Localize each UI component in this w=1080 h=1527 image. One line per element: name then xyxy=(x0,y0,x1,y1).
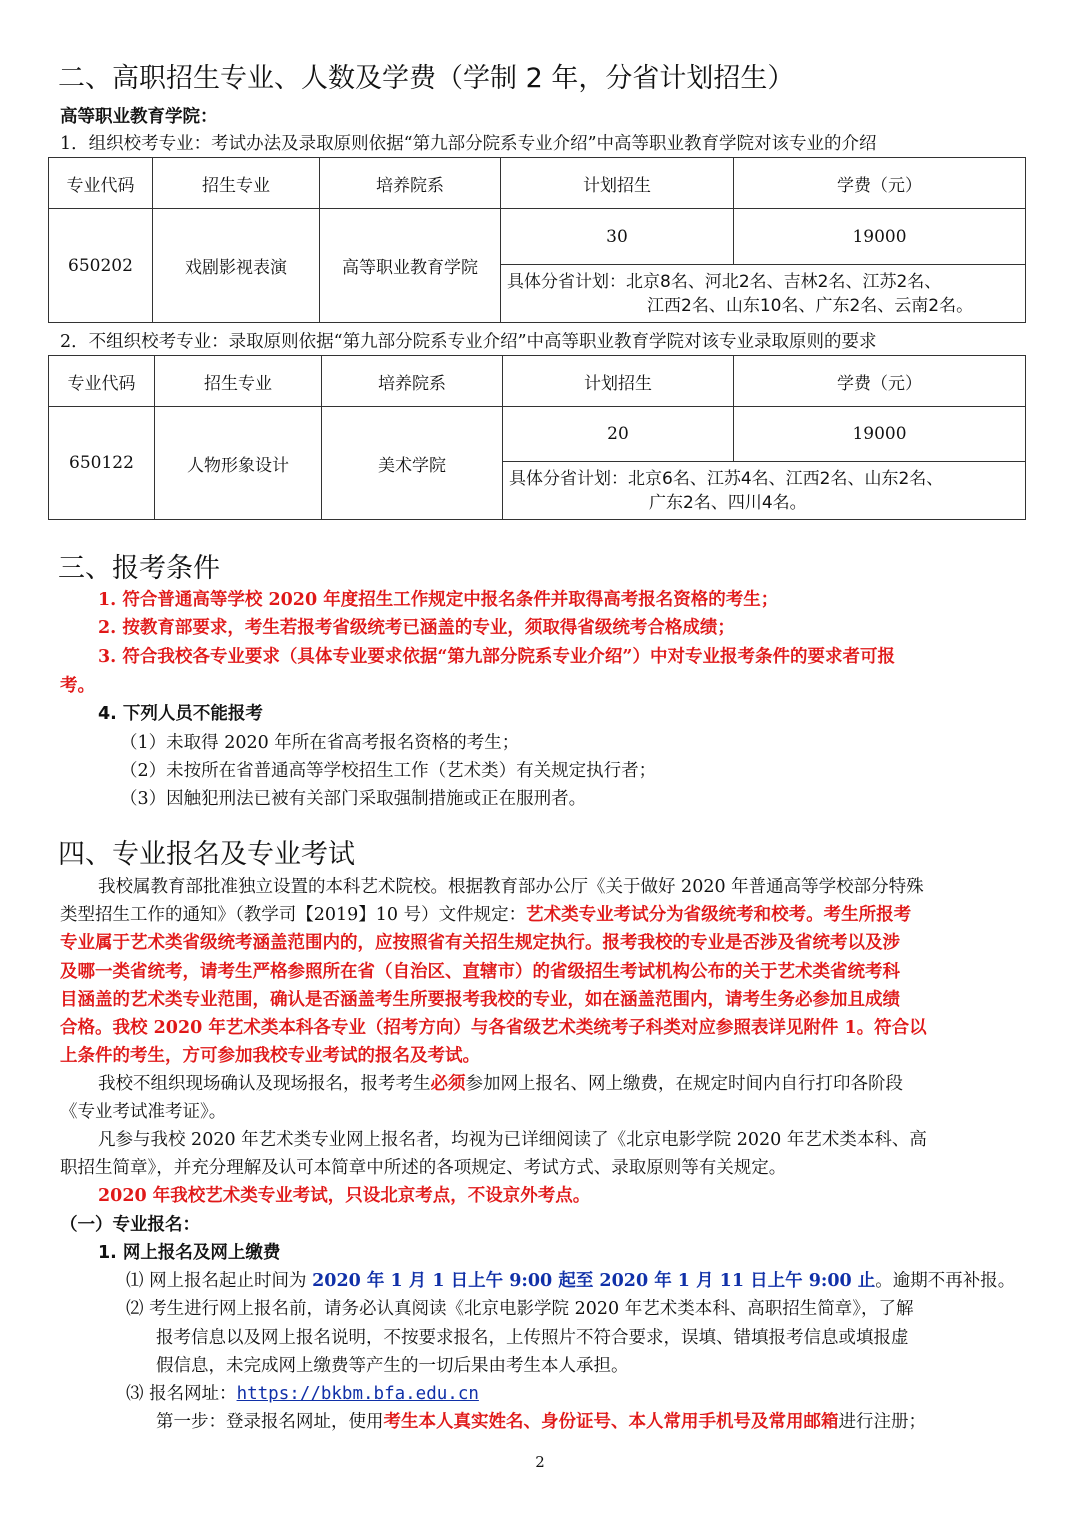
paragraph-line: 假信息，未完成网上缴费等产生的一切后果由考生本人承担。 xyxy=(156,1356,629,1376)
text-run: 必须 xyxy=(430,1074,466,1094)
condition-4-1: （1）未取得 2020 年所在省高考报名资格的考生； xyxy=(120,733,520,753)
header-cell: 培养院系 xyxy=(320,158,501,209)
province-plan xyxy=(503,462,1026,520)
header-cell: 计划招生 xyxy=(503,356,734,407)
paragraph-line: 我校属教育部批准独立设置的本科艺术院校。根据教育部办公厅《关于做好 2020 年普通高等学校部分特殊 xyxy=(98,877,924,897)
registration-period: 2020 年 1 月 1 日上午 9:00 起至 2020 年 1 月 11 日上午 9:00 止 xyxy=(312,1271,876,1291)
tuition-fee: 19000 xyxy=(734,209,1026,265)
paragraph-line: ⑵ 考生进行网上报名前，请务必认真阅读《北京电影学院 2020 年艺术类本科、高职招生简章》，了解 xyxy=(126,1299,914,1319)
text-run: 进行注册； xyxy=(838,1412,926,1432)
header-cell: 学费（元） xyxy=(734,356,1026,407)
plan-count: 20 xyxy=(503,407,734,462)
paragraph-line: 上条件的考生，方可参加我校专业考试的报名及考试。 xyxy=(60,1046,480,1066)
subsection-online: 1. 网上报名及网上缴费 xyxy=(98,1243,281,1263)
paragraph-line: 专业属于艺术类省级统考涵盖范围内的，应按照省有关招生规定执行。报考我校的专业是否涉及省统考以及涉 xyxy=(60,933,900,953)
registration-time xyxy=(126,1269,1015,1293)
text-run: ⑶ 报名网址： xyxy=(126,1384,237,1404)
table-row xyxy=(49,209,1026,265)
major-name: 人物形象设计 xyxy=(155,407,322,520)
province-plan-line: 江西2名、山东10名、广东2名、云南2名。 xyxy=(647,295,974,316)
condition-1: 1. 符合普通高等学校 2020 年度招生工作规定中报名条件并取得高考报名资格的考生； xyxy=(98,590,779,610)
table-header-row xyxy=(49,158,1026,209)
section3-title: 三、报考条件 xyxy=(58,553,220,584)
major-dept: 高等职业教育学院 xyxy=(320,209,501,323)
text-run: ⑴ 网上报名起止时间为 xyxy=(126,1271,313,1291)
step-one xyxy=(156,1410,926,1434)
header-cell: 招生专业 xyxy=(153,158,320,209)
page-number: 2 xyxy=(535,1453,545,1471)
subsection-2: 2．不组织校考专业：录取原则依据“第九部分院系专业介绍”中高等职业教育学院对该专业录取原则的要求 xyxy=(60,332,877,352)
condition-4-2: （2）未按所在省普通高等学校招生工作（艺术类）有关规定执行者； xyxy=(120,761,657,781)
paragraph-line: 报考信息以及网上报名说明，不按要求报名，上传照片不符合要求，误填、错填报考信息或填报虚 xyxy=(156,1328,909,1348)
province-plan-line: 具体分省计划：北京6名、江苏4名、江西2名、山东2名、 xyxy=(509,468,944,489)
condition-3: 3. 符合我校各专业要求（具体专业要求依据“第九部分院系专业介绍”）中对专业报考条件的要求者可报 xyxy=(98,647,895,667)
header-cell: 学费（元） xyxy=(734,158,1026,209)
tuition-fee: 19000 xyxy=(734,407,1026,462)
major-code: 650122 xyxy=(49,407,155,520)
registration-url-line xyxy=(126,1382,479,1406)
major-table-2 xyxy=(48,355,1026,520)
paragraph-line: 合格。我校 2020 年艺术类本科各专业（招考方向）与各省级艺术类统考子科类对应参照表详见附件 1。符合以 xyxy=(60,1018,927,1038)
major-dept: 美术学院 xyxy=(322,407,503,520)
text-run: 参加网上报名、网上缴费，在规定时间内自行打印各阶段 xyxy=(465,1074,903,1094)
text-run: 艺术类专业考试分为省级统考和校考。考生所报考 xyxy=(526,905,912,925)
exam-location-notice: 2020 年我校艺术类专业考试，只设北京考点，不设京外考点。 xyxy=(98,1186,591,1206)
paragraph-line xyxy=(98,1072,903,1096)
condition-3-cont: 考。 xyxy=(60,676,95,696)
text-run: 第一步：登录报名网址，使用 xyxy=(156,1412,384,1432)
header-cell: 专业代码 xyxy=(49,356,155,407)
condition-2: 2. 按教育部要求，考生若报考省级统考已涵盖的专业，须取得省级统考合格成绩； xyxy=(98,618,735,638)
paragraph-line: 及哪一类省统考，请考生严格参照所在省（自治区、直辖市）的省级招生考试机构公布的关于艺术类省统考科 xyxy=(60,962,900,982)
condition-4: 4. 下列人员不能报考 xyxy=(98,704,263,724)
header-cell: 专业代码 xyxy=(49,158,153,209)
text-run: 我校不组织现场确认及现场报名，报考考生 xyxy=(98,1074,431,1094)
text-run: 考生本人真实姓名、身份证号、本人常用手机号及常用邮箱 xyxy=(383,1412,839,1432)
text-run: 。逾期不再补报。 xyxy=(875,1271,1016,1291)
plan-count: 30 xyxy=(501,209,734,265)
province-plan xyxy=(501,265,1026,323)
table-row xyxy=(49,407,1026,462)
paragraph-line: 《专业考试准考证》。 xyxy=(60,1102,227,1122)
registration-link[interactable]: https://bkbm.bfa.edu.cn xyxy=(236,1384,479,1404)
paragraph-line: 职招生简章》，并充分理解及认可本简章中所述的各项规定、考试方式、录取原则等有关规定。 xyxy=(60,1158,787,1178)
condition-4-3: （3）因触犯刑法已被有关部门采取强制措施或正在服刑者。 xyxy=(120,789,587,809)
province-plan-line: 具体分省计划：北京8名、河北2名、吉林2名、江苏2名、 xyxy=(507,271,942,292)
section4-title: 四、专业报名及专业考试 xyxy=(58,839,355,870)
college-label: 高等职业教育学院： xyxy=(60,107,218,127)
major-name: 戏剧影视表演 xyxy=(153,209,320,323)
table-header-row xyxy=(49,356,1026,407)
header-cell: 培养院系 xyxy=(322,356,503,407)
paragraph-line: 凡参与我校 2020 年艺术类专业网上报名者，均视为已详细阅读了《北京电影学院 2020 年艺术类本科、高 xyxy=(98,1130,927,1150)
major-table-1 xyxy=(48,157,1026,323)
section2-title: 二、高职招生专业、人数及学费（学制 2 年，分省计划招生） xyxy=(58,63,795,94)
paragraph-line xyxy=(60,903,911,927)
header-cell: 计划招生 xyxy=(501,158,734,209)
province-plan-line: 广东2名、四川4名。 xyxy=(649,492,807,513)
paragraph-line: 目涵盖的艺术类专业范围，确认是否涵盖考生所要报考我校的专业，如在涵盖范围内，请考生务必参加且成绩 xyxy=(60,990,900,1010)
header-cell: 招生专业 xyxy=(155,356,322,407)
subsection-registration: （一）专业报名： xyxy=(60,1215,200,1235)
subsection-1: 1．组织校考专业：考试办法及录取原则依据“第九部分院系专业介绍”中高等职业教育学院对该专业的介绍 xyxy=(60,134,877,154)
major-code: 650202 xyxy=(49,209,153,323)
text-run: 类型招生工作的通知》（教学司【2019】10 号）文件规定： xyxy=(60,905,527,925)
